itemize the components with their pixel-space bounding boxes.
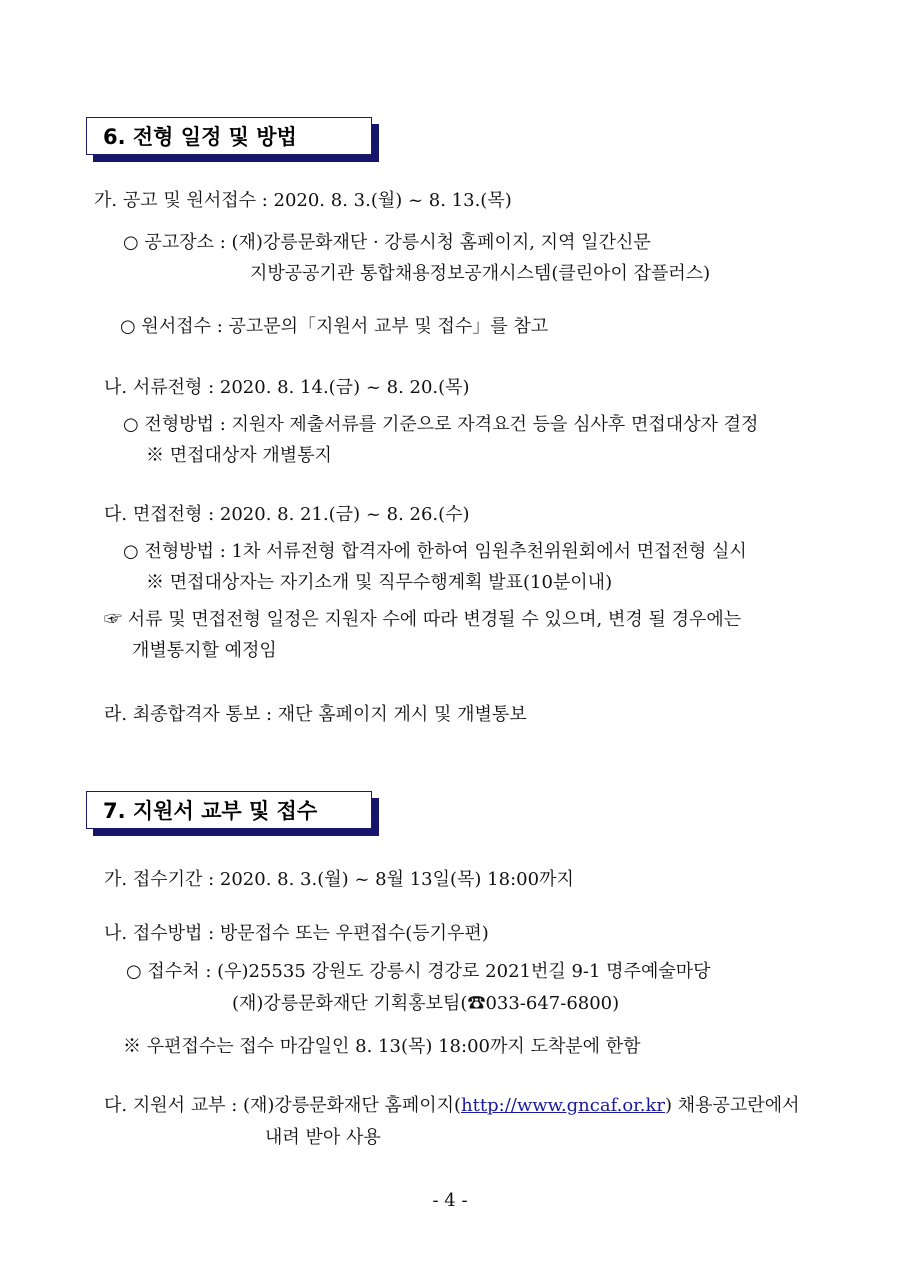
section6-na: 나. 서류전형 : 2020. 8. 14.(금) ~ 8. 20.(목) (104, 377, 470, 398)
section7-ga: 가. 접수기간 : 2020. 8. 3.(월) ~ 8월 13일(목) 18:00까지 (104, 869, 574, 890)
section7-na-note: ※ 우편접수는 접수 마감일인 8. 13(목) 18:00까지 도착분에 한함 (123, 1036, 641, 1057)
section7-na-place-2: (재)강릉문화재단 기획홍보팀(☎033-647-6800) (232, 993, 620, 1014)
section6-ra: 라. 최종합격자 통보 : 재단 홈페이지 게시 및 개별통보 (104, 704, 527, 725)
section6-da-note: ※ 면접대상자는 자기소개 및 직무수행계획 발표(10분이내) (146, 572, 613, 593)
section6-na-note: ※ 면접대상자 개별통지 (146, 445, 332, 466)
section7-da-prefix: 다. 지원서 교부 : (재)강릉문화재단 홈페이지( (104, 1095, 462, 1116)
section6-ga-apply: ○ 원서접수 : 공고문의「지원서 교부 및 접수」를 참고 (120, 316, 549, 337)
section6-notice-2: 개별통지할 예정임 (132, 640, 277, 661)
homepage-link[interactable]: http://www.gncaf.or.kr (461, 1095, 666, 1116)
section7-da-suffix: ) 채용공고란에서 (665, 1095, 800, 1116)
section7-da-2: 내려 받아 사용 (265, 1127, 381, 1148)
section6-da: 다. 면접전형 : 2020. 8. 21.(금) ~ 8. 26.(수) (104, 504, 470, 525)
section-6-heading: 6. 전형 일정 및 방법 (86, 117, 372, 155)
page-number: - 4 - (432, 1190, 468, 1211)
section7-da-1 (104, 1094, 799, 1118)
section7-na: 나. 접수방법 : 방문접수 또는 우편접수(등기우편) (104, 923, 489, 944)
section7-na-place-1: ○ 접수처 : (우)25535 강원도 강릉시 경강로 2021번길 9-1 명주예술마당 (126, 961, 711, 982)
section6-na-method: ○ 전형방법 : 지원자 제출서류를 기준으로 자격요건 등을 심사후 면접대상자 결정 (123, 414, 759, 435)
section6-ga: 가. 공고 및 원서접수 : 2020. 8. 3.(월) ~ 8. 13.(목) (94, 190, 512, 211)
section6-ga-place-2: 지방공공기관 통합채용정보공개시스템(클린아이 잡플러스) (250, 263, 711, 284)
section-7-heading: 7. 지원서 교부 및 접수 (86, 791, 372, 829)
section6-notice-1: ☞ 서류 및 면접전형 일정은 지원자 수에 따라 변경될 수 있으며, 변경 될 경우에는 (104, 609, 742, 630)
section6-ga-place-1: ○ 공고장소 : (재)강릉문화재단 · 강릉시청 홈페이지, 지역 일간신문 (123, 232, 651, 253)
section6-da-method: ○ 전형방법 : 1차 서류전형 합격자에 한하여 임원추천위원회에서 면접전형 실시 (123, 541, 747, 562)
